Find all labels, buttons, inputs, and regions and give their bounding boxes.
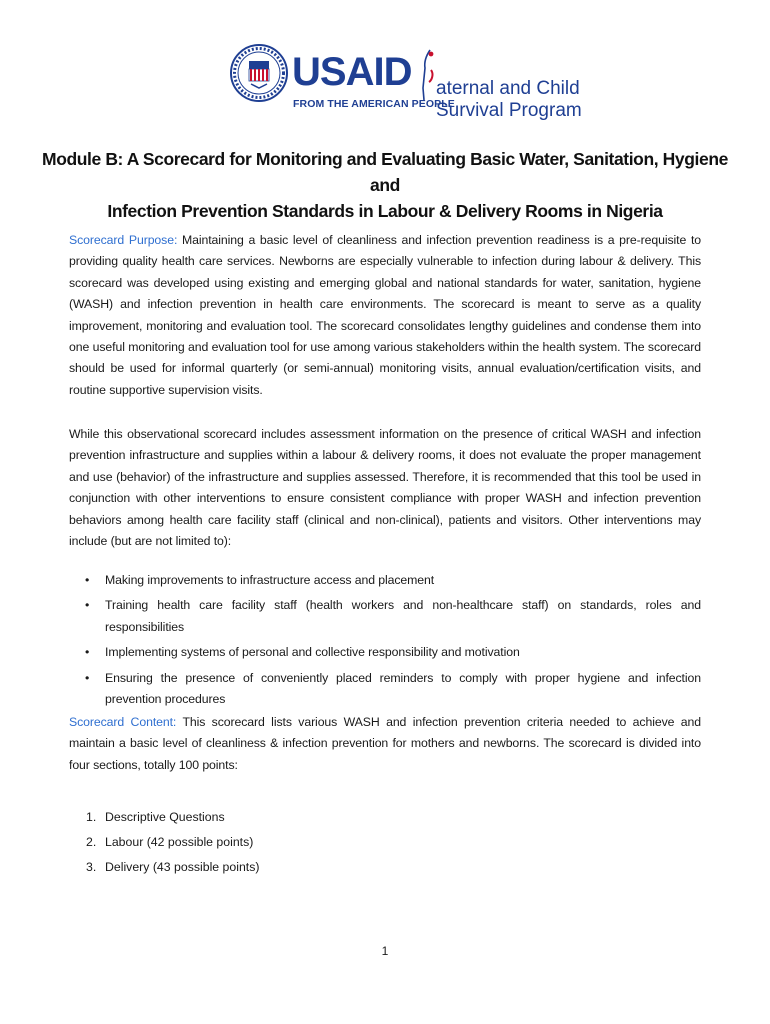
list-item-text: Descriptive Questions	[105, 810, 225, 824]
list-item	[69, 830, 469, 855]
list-item-text: Labour (42 possible points)	[105, 835, 254, 849]
list-number: 2.	[86, 835, 97, 849]
list-number: 1.	[86, 810, 97, 824]
observational-paragraph: While this observational scorecard includes assessment information on the presence of critical WASH and infection prevention infrastructure and supplies within a labour & delivery rooms, it does not evaluate the proper management and use (behavior) of the infrastructure and supplies assessed. Therefore, it is recommended that this tool be used in conjunction with other interventions to ensure consistent compliance with proper WASH and infection prevention behaviors among health care facility staff (clinical and non-clinical), patients and visitors. Other interventions may include (but are not limited to):	[69, 427, 701, 549]
purpose-paragraph	[69, 230, 701, 401]
interventions-list	[69, 570, 701, 714]
page-title	[40, 146, 730, 224]
mcsp-line1: aternal and Child	[436, 78, 580, 99]
list-item-text: Ensuring the presence of conveniently placed reminders to comply with proper hygiene and infection prevention procedures	[105, 670, 701, 707]
list-item-text: Training health care facility staff (health workers and non-healthcare staff) on standards, roles and responsibilities	[105, 598, 701, 634]
title-line1: Module B: A Scorecard for Monitoring and Evaluating Basic Water, Sanitation, Hygiene and	[42, 149, 728, 195]
list-item	[69, 805, 469, 830]
list-item-text: Implementing systems of personal and collective responsibility and motivation	[105, 645, 520, 660]
usaid-wordmark: USAID	[292, 50, 412, 94]
content-text: This scorecard lists various WASH and infection prevention criteria needed to achieve and maintain a basic level of cleanliness & infection prevention for mothers and newborns. The scorecard is divided into four sections, totally 100 points:	[69, 715, 701, 772]
list-item	[69, 855, 469, 880]
list-item	[69, 570, 701, 591]
title-line2: Infection Prevention Standards in Labour & Delivery Rooms in Nigeria	[107, 201, 663, 221]
page-number: 1	[381, 944, 389, 958]
purpose-label: Scorecard Purpose:	[69, 233, 178, 247]
list-item	[69, 595, 701, 638]
bullet-icon: •	[85, 670, 90, 685]
content-paragraph	[69, 712, 701, 776]
list-item-text: Delivery (43 possible points)	[105, 860, 260, 874]
list-number: 3.	[86, 860, 97, 874]
bullet-icon: •	[85, 598, 90, 613]
purpose-text: Maintaining a basic level of cleanliness and infection prevention readiness is a pre-requisite to providing quality health care services. Newborns are especially vulnerable to infection during labour & delivery. This scorecard was developed using existing and emerging global and national standards for water, sanitation, hygiene (WASH) and infection prevention in health care environments. The scorecard is meant to serve as a quality improvement, monitoring and evaluation tool. The scorecard consolidates lengthy guidelines and condense them into one useful monitoring and evaluation tool for use among various stakeholders within the health system. The scorecard should be used for informal quarterly (or semi-annual) monitoring visits, annual evaluation/certification visits, and routine supportive supervision visits.	[69, 233, 701, 397]
bullet-icon: •	[85, 573, 90, 587]
list-item	[69, 668, 701, 711]
bullet-icon: •	[85, 645, 90, 660]
mcsp-line2: Survival Program	[436, 100, 582, 121]
list-item-text: Making improvements to infrastructure access and placement	[105, 573, 435, 587]
header-logos	[0, 40, 770, 130]
usaid-tagline: FROM THE AMERICAN PEOPLE	[293, 98, 455, 110]
usaid-seal-icon	[230, 44, 288, 102]
content-label: Scorecard Content:	[69, 715, 177, 729]
list-item	[69, 642, 701, 663]
sections-list	[69, 805, 469, 880]
